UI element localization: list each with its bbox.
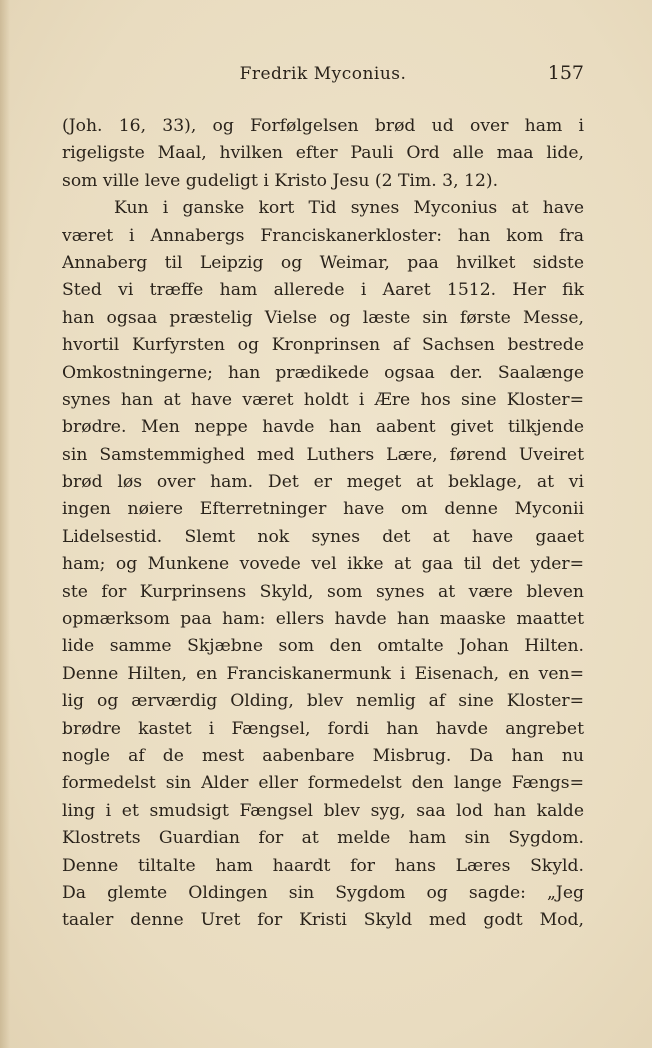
text-line: lide samme Skjæbne som den omtalte Johan Hilten. [62,636,584,657]
text-line: Da glemte Oldingen sin Sygdom og sagde: „Jeg [62,882,584,903]
text-line: brød løs over ham. Det er meget at beklage, at vi [62,472,584,493]
text-line: lig og ærværdig Olding, blev nemlig af sine Kloster= [62,691,584,712]
text-line: Denne tiltalte ham haardt for hans Læres Skyld. [62,855,584,876]
text-line: taaler denne Uret for Kristi Skyld med godt Mod, [62,910,584,931]
text-line: formedelst sin Alder eller formedelst den lange Fængs= [62,773,584,794]
text-line: Omkostningerne; han prædikede ogsaa der. Saalænge [62,362,584,383]
text-line: hvortil Kurfyrsten og Kronprinsen af Sachsen bestrede [62,335,584,356]
text-line: Sted vi træffe ham allerede i Aaret 1512. Her fik [62,280,584,301]
text-line: Lidelsestid. Slemt nok synes det at have gaaet [62,526,584,547]
text-line: Denne Hilten, en Franciskanermunk i Eisenach, en ven= [62,663,584,684]
text-line: Kun i ganske kort Tid synes Myconius at have [114,198,584,219]
body-text [62,113,584,935]
running-head: Fredrik Myconius. [239,64,407,84]
text-line: synes han at have været holdt i Ære hos sine Kloster= [62,389,584,410]
text-line: været i Annabergs Franciskanerkloster: han kom fra [62,225,584,246]
page-gutter [0,0,10,1048]
text-line: som ville leve gudeligt i Kristo Jesu (2 Tim. 3, 12). [62,170,499,191]
text-line: Annaberg til Leipzig og Weimar, paa hvilket sidste [62,252,584,273]
page-number: 157 [547,62,584,84]
text-line: brødre kastet i Fængsel, fordi han havde angrebet [62,718,584,739]
text-line: sin Samstemmighed med Luthers Lære, førend Uveiret [62,444,584,465]
text-line: ingen nøiere Efterretninger have om denne Myconii [62,499,584,520]
text-line: rigeligste Maal, hvilken efter Pauli Ord alle maa lide, [62,143,584,164]
text-line: han ogsaa præstelig Vielse og læste sin første Messe, [62,307,584,328]
text-line: opmærksom paa ham: ellers havde han maaske maattet [62,609,584,630]
page-header [62,60,584,90]
text-line: nogle af de mest aabenbare Misbrug. Da han nu [62,745,584,766]
text-line: ste for Kurprinsens Skyld, som synes at være bleven [62,581,584,602]
text-line: brødre. Men neppe havde han aabent givet tilkjende [62,417,584,438]
text-line: ham; og Munkene vovede vel ikke at gaa til det yder= [62,554,584,575]
text-line: ling i et smudsigt Fængsel blev syg, saa lod han kalde [62,800,584,821]
text-line: Klostrets Guardian for at melde ham sin Sygdom. [62,828,584,849]
text-line: (Joh. 16, 33), og Forfølgelsen brød ud over ham i [62,116,584,136]
